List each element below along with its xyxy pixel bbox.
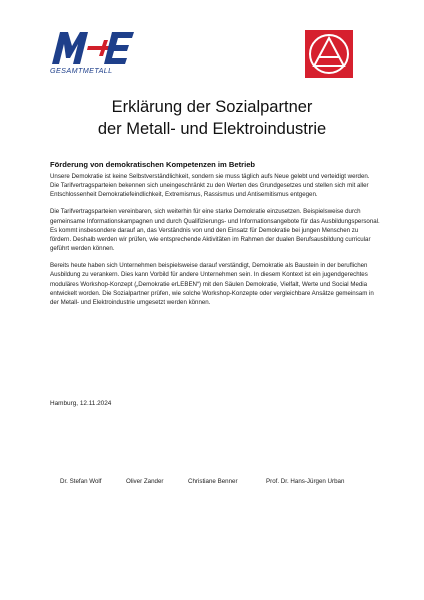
ig-metall-icon bbox=[305, 30, 353, 78]
title-line-2: der Metall- und Elektroindustrie bbox=[97, 120, 327, 138]
paragraph-3: Bereits heute haben sich Unternehmen beispielsweise darauf verständigt, Demokratie als Baustein in der beruflichen Ausbildung zu verankern. Dies kann Vorbild für andere Unternehmen sein. In diesem Kontext ist ein jugendgerechtes moduläres Workshop-Konzept („Demokratie erLEBEN“) mit den Säulen Demokratie, Vielfalt, Werte und Social Media entwickelt worden. Die Sozialpartner prüfen, wie solche Workshop-Konzepte oder vergleichbare Ansätze gemeinsam in der Metall- und Elektroindustrie umgesetzt werden können. bbox=[50, 262, 374, 307]
section-heading: Förderung von demokratischen Kompetenzen im Betrieb bbox=[50, 160, 256, 169]
date-line: Hamburg, 12.11.2024 bbox=[50, 400, 112, 407]
signatory-4: Prof. Dr. Hans-Jürgen Urban bbox=[266, 478, 345, 485]
body-text bbox=[50, 172, 380, 315]
paragraph-2: Die Tarifvertragsparteien vereinbaren, sich weiterhin für eine starke Demokratie einzusetzen. Beispielsweise durch gemeinsame Informationskampagnen und durch Qualifizierungs- und Informationsangebote für das Ausbildungspersonal. Es kommt insbesondere darauf an, das Verständnis von und den Einsatz für Demokratie bei jungen Menschen zu fördern. Deshalb werden wir prüfen, wie entsprechende Aktivitäten im Rahmen der dualen Berufsausbildung curricular geführt werden können. bbox=[50, 208, 380, 253]
ig-metall-logo bbox=[305, 30, 353, 78]
me-logo-icon bbox=[50, 30, 136, 66]
document-title bbox=[0, 96, 424, 140]
signatory-2: Oliver Zander bbox=[126, 478, 164, 485]
title-line-1: Erklärung der Sozialpartner bbox=[111, 98, 313, 116]
gesamtmetall-logo-text: GESAMTMETALL bbox=[50, 66, 113, 75]
paragraph-1: Unsere Demokratie ist keine Selbstverständlichkeit, sondern sie muss täglich aufs Neue gelebt und verteidigt werden. Die Tarifvertragsparteien bekennen sich uneingeschränkt zu den Werten des Grundgesetzes und stellen sich mit aller Entschlossenheit Demokratiefeindlichkeit, Extremismus, Rassismus und Antisemitismus entgegen. bbox=[50, 173, 370, 199]
signatory-1: Dr. Stefan Wolf bbox=[60, 478, 102, 485]
signatory-3: Christiane Benner bbox=[188, 478, 238, 485]
